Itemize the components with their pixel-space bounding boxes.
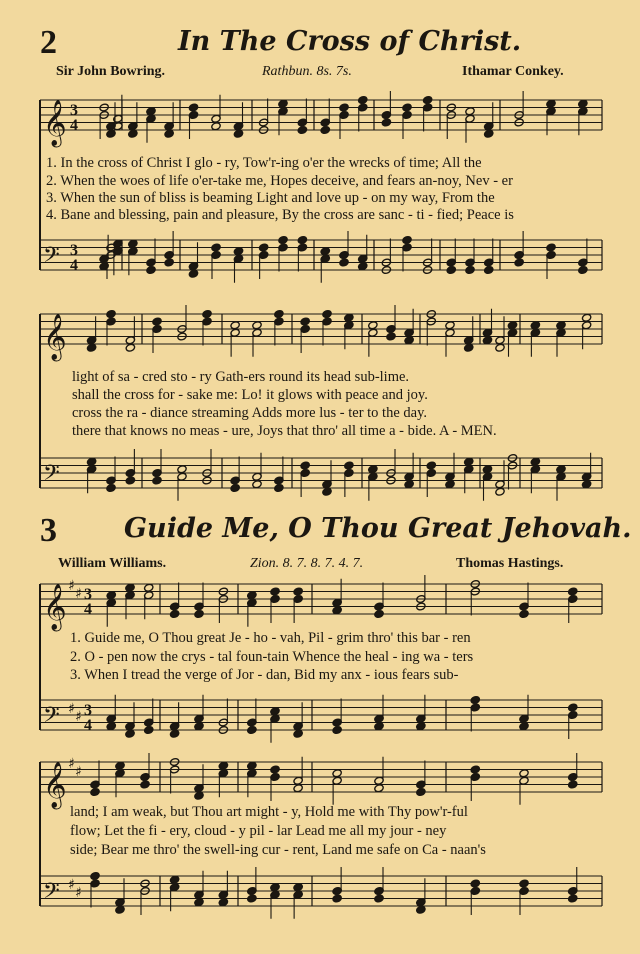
hymn-number: 3 — [40, 512, 57, 549]
time-signature: 4 — [70, 257, 78, 274]
time-signature: 3 — [84, 702, 92, 719]
note-head — [194, 610, 204, 619]
note-head — [270, 707, 280, 716]
note-head — [300, 317, 310, 326]
note-head — [144, 583, 154, 592]
note-head — [422, 96, 432, 105]
note-head — [358, 262, 368, 271]
note-head — [247, 591, 257, 600]
note-head — [568, 587, 578, 596]
note-head — [230, 484, 240, 493]
note-head — [445, 321, 455, 330]
note-head — [99, 262, 109, 271]
note-head — [211, 243, 221, 252]
sharp-icon: ♯ — [68, 701, 75, 717]
sharp-icon: ♯ — [75, 885, 82, 901]
lyric-line: light of sa - cred sto - ry Gath-ers round its head sub-lime. — [72, 369, 410, 385]
note-head — [358, 96, 368, 105]
lyric-line: 3. When the sun of bliss is beaming Light and love up - on my way, From the — [46, 190, 495, 206]
bass-clef-icon: 𝄢 — [43, 879, 60, 909]
note-head — [270, 587, 280, 596]
note-head — [90, 872, 100, 881]
note-head — [125, 583, 135, 592]
note-head — [115, 905, 125, 914]
note-head — [300, 461, 310, 470]
note-head — [188, 103, 198, 112]
time-signature: 3 — [84, 586, 92, 603]
note-head — [146, 266, 156, 275]
note-head — [519, 610, 529, 619]
note-head — [106, 310, 116, 319]
note-head — [218, 761, 228, 770]
note-head — [519, 879, 529, 888]
note-head — [152, 317, 162, 326]
hymn-title: Guide Me, O Thou Great Jehovah. — [124, 513, 632, 544]
note-head — [115, 761, 125, 770]
hymn-tune: Rathbun. 8s. 7s. — [262, 64, 352, 79]
note-head — [568, 780, 578, 789]
note-head — [546, 99, 556, 108]
bass-clef-icon: 𝄢 — [43, 461, 60, 491]
hymn-author: Sir John Bowring. — [56, 64, 166, 79]
note-head — [514, 258, 524, 267]
note-head — [258, 243, 268, 252]
note-head — [484, 266, 494, 275]
note-head — [402, 236, 412, 245]
note-head — [164, 129, 174, 138]
treble-clef-icon: 𝄞 — [43, 100, 67, 146]
sharp-icon: ♯ — [68, 877, 75, 893]
note-head — [252, 480, 262, 489]
note-head — [274, 310, 284, 319]
note-head — [484, 129, 494, 138]
hymn-composer: Thomas Hastings. — [456, 556, 564, 571]
treble-clef-icon: 𝄞 — [43, 584, 67, 630]
note-head — [252, 321, 262, 330]
hymn-tune: Zion. 8. 7. 8. 7. 4. 7. — [250, 556, 364, 571]
note-head — [464, 343, 474, 352]
sharp-icon: ♯ — [68, 578, 75, 594]
note-head — [495, 343, 505, 352]
note-head — [464, 457, 474, 466]
note-head — [320, 126, 330, 135]
note-head — [211, 122, 221, 131]
note-head — [233, 129, 243, 138]
note-head — [470, 879, 480, 888]
note-head — [416, 722, 426, 731]
note-head — [164, 258, 174, 267]
note-head — [332, 769, 342, 778]
note-head — [247, 726, 257, 735]
note-head — [86, 457, 96, 466]
note-head — [344, 313, 354, 322]
note-head — [332, 894, 342, 903]
lyric-line: 1. In the cross of Christ I glo - ry, Tow'r-ing o'er the wrecks of time; All the — [46, 155, 482, 171]
note-head — [465, 107, 475, 116]
note-head — [125, 343, 135, 352]
hymn-number: 2 — [40, 24, 57, 61]
note-head — [568, 894, 578, 903]
sharp-icon: ♯ — [75, 709, 82, 725]
note-head — [332, 726, 342, 735]
lyric-line: side; Bear me thro' the swell-ing cur - rent, Land me safe on Ca - naan's — [70, 842, 486, 858]
note-head — [233, 247, 243, 256]
lyric-line: flow; Let the fi - ery, cloud - y pil - lar Lead me all my jour - ney — [70, 823, 447, 839]
note-head — [274, 484, 284, 493]
note-head — [470, 765, 480, 774]
sharp-icon: ♯ — [68, 756, 75, 772]
note-head — [546, 243, 556, 252]
note-head — [404, 480, 414, 489]
note-head — [556, 321, 566, 330]
note-head — [368, 465, 378, 474]
note-head — [465, 266, 475, 275]
note-head — [293, 729, 303, 738]
note-head — [322, 487, 332, 496]
note-head — [530, 457, 540, 466]
time-signature: 3 — [70, 242, 78, 259]
note-head — [125, 476, 135, 485]
bass-clef-icon: 𝄢 — [43, 703, 60, 733]
note-head — [188, 269, 198, 278]
note-head — [368, 321, 378, 330]
bass-clef-icon: 𝄢 — [43, 243, 60, 273]
note-head — [270, 765, 280, 774]
note-head — [581, 313, 591, 322]
lyric-line: 4. Bane and blessing, pain and pleasure, By the cross are sanc - ti - fied; Peace is — [46, 207, 514, 223]
hymn-author: William Williams. — [58, 556, 167, 571]
hymn-composer: Ithamar Conkey. — [462, 64, 564, 79]
note-head — [519, 769, 529, 778]
note-head — [386, 332, 396, 341]
note-head — [374, 722, 384, 731]
note-head — [482, 336, 492, 345]
note-head — [202, 310, 212, 319]
note-head — [293, 587, 303, 596]
note-head — [144, 726, 154, 735]
note-head — [146, 107, 156, 116]
note-head — [230, 321, 240, 330]
note-head — [495, 487, 505, 496]
sharp-icon: ♯ — [75, 764, 82, 780]
time-signature: 4 — [84, 601, 92, 618]
note-head — [152, 476, 162, 485]
note-head — [578, 99, 588, 108]
note-head — [381, 118, 391, 127]
note-head — [344, 461, 354, 470]
note-head — [86, 343, 96, 352]
note-head — [106, 129, 116, 138]
note-head — [374, 894, 384, 903]
note-head — [128, 129, 138, 138]
note-head — [140, 780, 150, 789]
note-head — [446, 266, 456, 275]
note-head — [374, 784, 384, 793]
note-head — [339, 103, 349, 112]
note-head — [194, 791, 204, 800]
note-head — [519, 722, 529, 731]
note-head — [297, 126, 307, 135]
note-head — [293, 784, 303, 793]
lyric-line: there that knows no meas - ure, Joys that thro' all time a - bide. A - MEN. — [72, 423, 497, 439]
note-head — [416, 788, 426, 797]
note-head — [194, 898, 204, 907]
note-head — [402, 103, 412, 112]
note-head — [270, 883, 280, 892]
note-head — [169, 610, 179, 619]
note-head — [169, 875, 179, 884]
note-head — [470, 696, 480, 705]
treble-clef-icon: 𝄞 — [43, 762, 67, 808]
lyric-line: 3. When I tread the verge of Jor - dan, Bid my anx - ious fears sub- — [70, 667, 459, 683]
note-head — [106, 722, 116, 731]
note-head — [177, 465, 187, 474]
note-head — [581, 480, 591, 489]
note-head — [218, 898, 228, 907]
treble-clef-icon: 𝄞 — [43, 314, 67, 360]
note-head — [332, 606, 342, 615]
note-head — [320, 247, 330, 256]
lyric-line: land; I am weak, but Thou art might - y, Hold me with Thy pow'r-ful — [70, 804, 468, 820]
note-head — [247, 894, 257, 903]
note-head — [416, 905, 426, 914]
note-head — [507, 321, 517, 330]
note-head — [278, 236, 288, 245]
note-head — [556, 465, 566, 474]
note-head — [482, 465, 492, 474]
note-head — [530, 321, 540, 330]
note-head — [128, 239, 138, 248]
note-head — [125, 729, 135, 738]
note-head — [426, 461, 436, 470]
lyric-line: 2. When the woes of life o'er-take me, Hopes deceive, and fears an-noy, Nev - er — [46, 173, 513, 189]
lyric-line: cross the ra - diance streaming Adds more lus - ter to the day. — [72, 405, 428, 421]
note-head — [297, 236, 307, 245]
note-head — [568, 703, 578, 712]
time-signature: 4 — [84, 717, 92, 734]
lyric-line: shall the cross for - sake me: Lo! it glows with peace and joy. — [72, 387, 428, 403]
note-head — [194, 722, 204, 731]
note-head — [169, 729, 179, 738]
note-head — [106, 484, 116, 493]
lyric-line: 2. O - pen now the crys - tal foun-tain Whence the heal - ing wa - ters — [70, 649, 474, 665]
hymn-title: In The Cross of Christ. — [178, 26, 522, 57]
note-head — [90, 788, 100, 797]
sharp-icon: ♯ — [75, 586, 82, 602]
note-head — [445, 480, 455, 489]
note-head — [247, 761, 257, 770]
note-head — [339, 258, 349, 267]
time-signature: 3 — [70, 102, 78, 119]
note-head — [578, 266, 588, 275]
note-head — [404, 336, 414, 345]
note-head — [278, 99, 288, 108]
note-head — [106, 591, 116, 600]
note-head — [374, 610, 384, 619]
lyric-line: 1. Guide me, O Thou great Je - ho - vah, Pil - grim thro' this bar - ren — [70, 630, 471, 646]
note-head — [322, 310, 332, 319]
time-signature: 4 — [70, 117, 78, 134]
note-head — [293, 883, 303, 892]
